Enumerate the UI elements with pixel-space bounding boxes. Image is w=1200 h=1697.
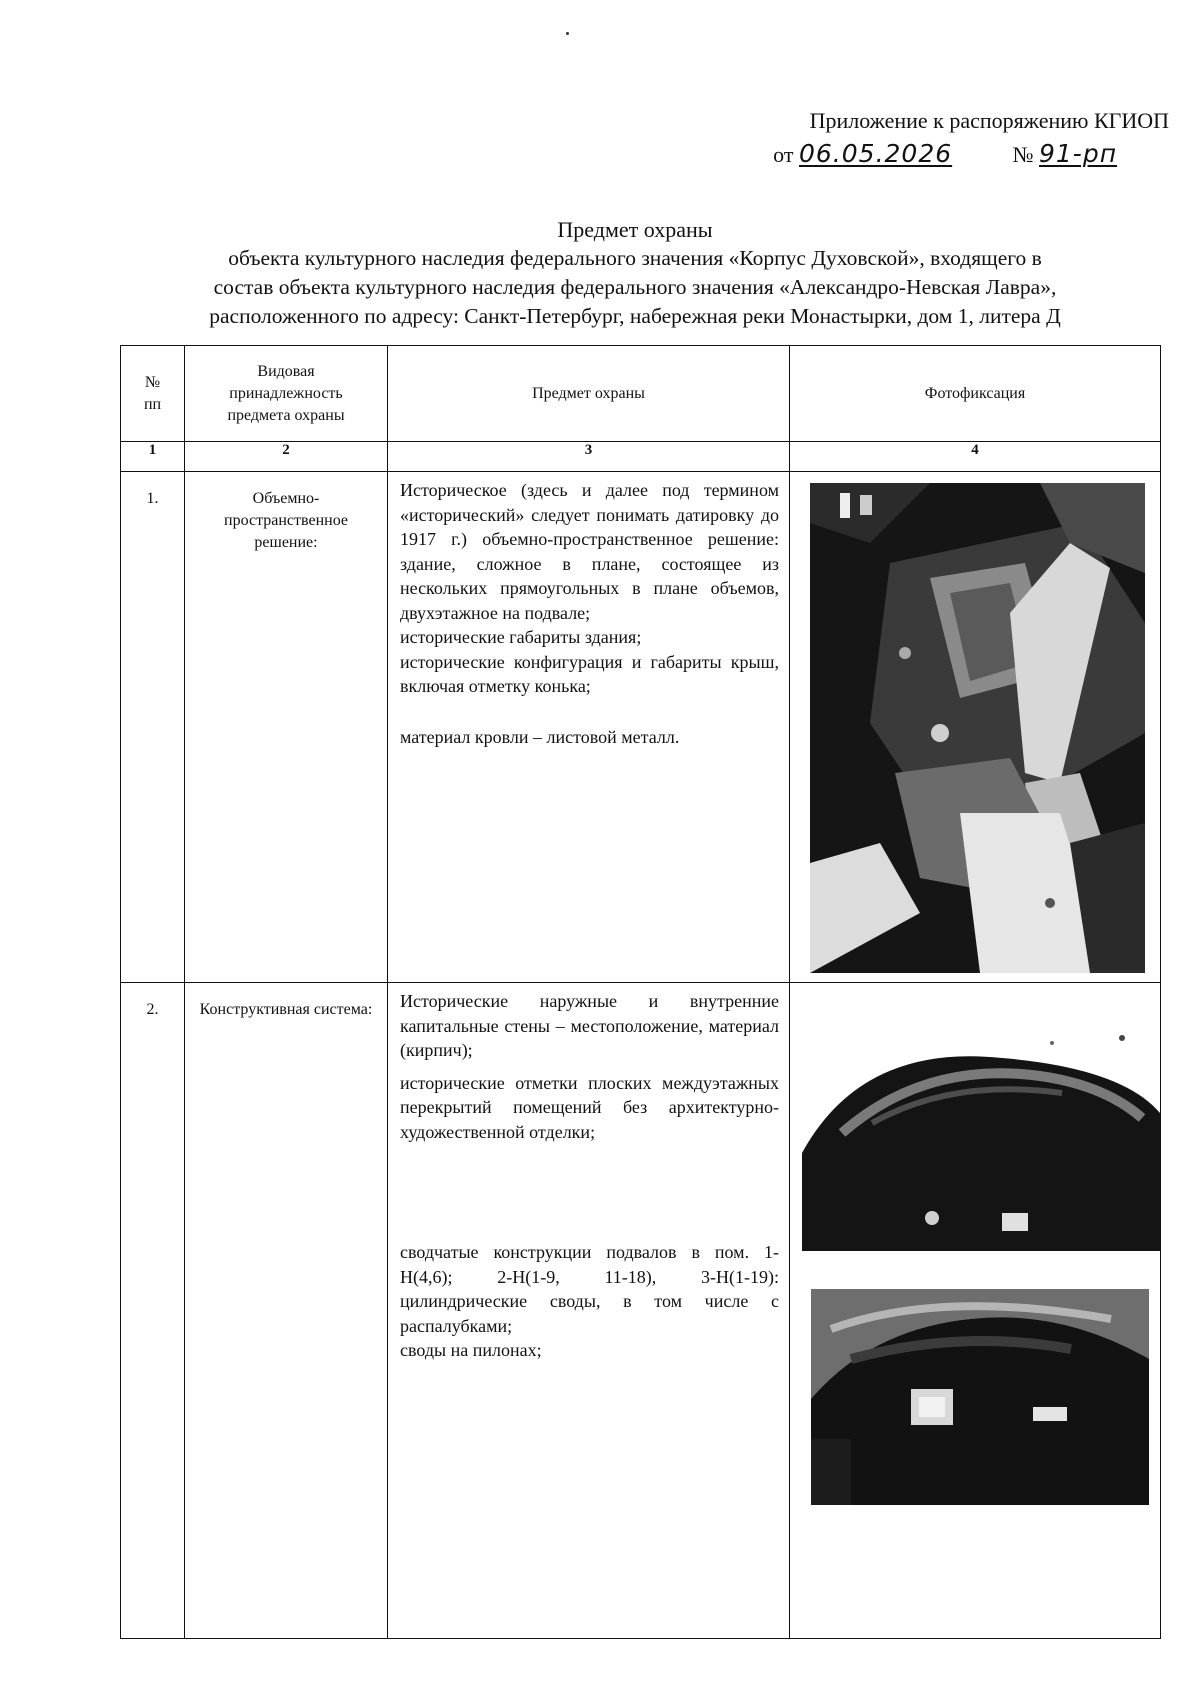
column-number-1: 1	[121, 442, 185, 472]
row-photo-cell	[790, 472, 1161, 983]
document-title: Предмет охраны	[557, 217, 713, 242]
subject-paragraph: исторические отметки плоских междуэтажных перекрытий помещений без архитектурно-художественной отделки;	[400, 1072, 779, 1142]
row-type: Объемно-пространственное решение:	[185, 472, 388, 983]
subject-paragraph: Исторические наружные и внутренние капитальные стены – местоположение, материал (кирпич);	[400, 991, 779, 1060]
header-index	[121, 346, 185, 442]
subject-paragraph: Историческое (здесь и далее под термином «исторический» следует понимать датировку до 1917 г.) объемно-пространственное решение: здание, сложное в плане, состоящее из нескольких прямоугольных в плане объемов, двухэтажное на подвале;	[400, 480, 779, 623]
vaulted-basement-photo-1	[802, 1003, 1160, 1251]
handwritten-date: 06.05.2026	[799, 139, 953, 168]
row-photo-cell	[790, 983, 1161, 1639]
subject-paragraph: исторические конфигурация и габариты крыш, включая отметку конька;	[400, 651, 779, 696]
header-subject: Предмет охраны	[388, 346, 790, 442]
heading-line-2: состав объекта культурного наследия федерального значения «Александро-Невская Лавра»,	[213, 275, 1057, 299]
scan-dot	[566, 32, 569, 35]
table-header-row	[121, 346, 1161, 442]
appendix-date-number	[773, 136, 1169, 173]
number-label: №	[1012, 142, 1034, 167]
header-type: Видовая принадлежность предмета охраны	[185, 346, 388, 442]
protection-subject-table	[120, 345, 1161, 1639]
subject-paragraph: материал кровли – листовой металл.	[400, 726, 680, 747]
appendix-header	[773, 108, 1169, 173]
header-index-abbr: пп	[143, 395, 162, 413]
from-label: от	[773, 142, 794, 167]
header-index-symbol: №	[144, 373, 161, 391]
column-number-2: 2	[185, 442, 388, 472]
row-index: 2.	[121, 983, 185, 1639]
aerial-roof-photo	[810, 483, 1145, 973]
table-row	[121, 983, 1161, 1639]
vaulted-basement-photo-2	[811, 1289, 1149, 1505]
row-index: 1.	[121, 472, 185, 983]
subject-paragraph: сводчатые конструкции подвалов в пом. 1-Н(4,6); 2-Н(1-9, 11-18), 3-Н(1-19): цилиндрические своды, в том числе с распалубками;	[400, 1242, 779, 1336]
row-type: Конструктивная система:	[185, 983, 388, 1639]
column-number-3: 3	[388, 442, 790, 472]
column-number-4: 4	[790, 442, 1161, 472]
header-photo: Фотофиксация	[790, 346, 1161, 442]
heading-line-3: расположенного по адресу: Санкт-Петербург, набережная реки Монастырки, дом 1, литера Д	[209, 304, 1061, 328]
subject-paragraph: своды на пилонах;	[400, 1340, 542, 1360]
appendix-title: Приложение к распоряжению КГИОП	[809, 108, 1169, 133]
document-heading	[110, 216, 1160, 331]
handwritten-number: 91-рп	[1039, 139, 1118, 168]
column-number-row	[121, 442, 1161, 472]
table-row	[121, 472, 1161, 983]
heading-line-1: объекта культурного наследия федерального значения «Корпус Духовской», входящего в	[228, 246, 1042, 270]
row-subject	[388, 983, 790, 1639]
subject-paragraph: исторические габариты здания;	[400, 627, 642, 647]
row-subject	[388, 472, 790, 983]
